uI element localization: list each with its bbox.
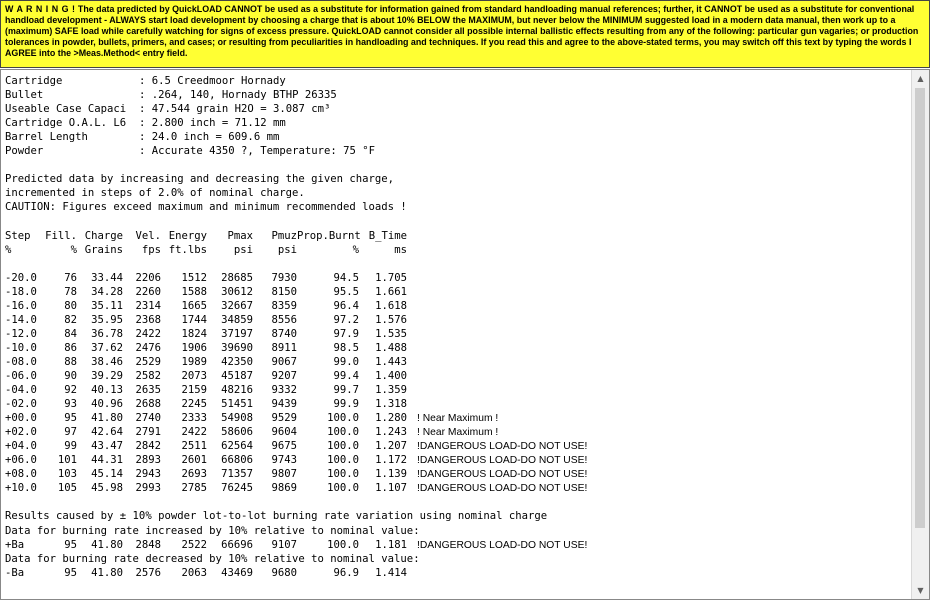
cell: 1588 xyxy=(181,285,207,298)
cell: 1.400 xyxy=(375,369,407,382)
cell: 95 xyxy=(64,566,77,579)
cell: 1512 xyxy=(181,271,207,284)
cell: 8359 xyxy=(271,299,297,312)
cell: -14.0 xyxy=(5,313,37,326)
note-line xyxy=(5,172,587,186)
table-row xyxy=(5,397,587,411)
cell: -12.0 xyxy=(5,327,37,340)
cell: 76245 xyxy=(221,482,253,495)
column-header: Prop.Burnt xyxy=(297,229,361,242)
cell: 2368 xyxy=(135,313,161,326)
column-header: Charge xyxy=(84,229,123,242)
blank xyxy=(5,158,587,172)
scroll-up-arrow-icon[interactable]: ▲ xyxy=(917,74,924,83)
cell: 2842 xyxy=(135,440,161,453)
cell: 43.47 xyxy=(91,440,123,453)
header-value: 47.544 grain H2O = 3.087 cm³ xyxy=(151,103,331,116)
cell: 99 xyxy=(64,440,77,453)
cell: 1.139 xyxy=(375,468,407,481)
warning-flag: ! Near Maximum ! xyxy=(417,413,499,425)
cell: 36.78 xyxy=(91,327,123,340)
cell: 9332 xyxy=(271,384,297,397)
variation-label xyxy=(5,524,587,538)
cell: 2893 xyxy=(135,454,161,467)
cell: 9869 xyxy=(271,482,297,495)
cell: 78 xyxy=(64,285,77,298)
cell: 9680 xyxy=(271,566,297,579)
header-colon: : xyxy=(139,145,152,158)
column-header: Fill. xyxy=(45,229,77,242)
cell: -16.0 xyxy=(5,299,37,312)
cell: 98.5 xyxy=(333,341,359,354)
results-text xyxy=(5,74,587,580)
header-line xyxy=(5,88,587,102)
warning-flag: !DANGEROUS LOAD-DO NOT USE! xyxy=(417,539,588,551)
cell: 2635 xyxy=(135,384,161,397)
cell: 99.0 xyxy=(333,355,359,368)
cell: 1.535 xyxy=(375,327,407,340)
cell: 28685 xyxy=(221,271,253,284)
cell: 100.0 xyxy=(327,538,359,551)
cell: 44.31 xyxy=(91,454,123,467)
note-text: incremented in steps of 2.0% of nominal charge. xyxy=(5,187,305,200)
cell: 9743 xyxy=(271,454,297,467)
cell: 1.443 xyxy=(375,355,407,368)
cell: 86 xyxy=(64,341,77,354)
cell: 2529 xyxy=(135,355,161,368)
cell: 39690 xyxy=(221,341,253,354)
cell: 2522 xyxy=(181,538,207,551)
note-line xyxy=(5,186,587,200)
cell: 9675 xyxy=(271,440,297,453)
note-line xyxy=(5,200,587,214)
cell: -18.0 xyxy=(5,285,37,298)
cell: 66696 xyxy=(221,538,253,551)
cell: 1744 xyxy=(181,313,207,326)
cell: 40.13 xyxy=(91,384,123,397)
cell: 103 xyxy=(57,468,77,481)
cell: 2943 xyxy=(135,468,161,481)
blank xyxy=(5,257,587,271)
cell: -02.0 xyxy=(5,398,37,411)
table-row xyxy=(5,538,587,552)
cell: 8911 xyxy=(271,341,297,354)
cell: 62564 xyxy=(221,440,253,453)
cell: 66806 xyxy=(221,454,253,467)
cell: 9439 xyxy=(271,398,297,411)
cell: 1.414 xyxy=(375,566,407,579)
cell: 9067 xyxy=(271,355,297,368)
cell: +08.0 xyxy=(5,468,37,481)
cell: 51451 xyxy=(221,398,253,411)
header-line xyxy=(5,102,587,116)
cell: 7930 xyxy=(271,271,297,284)
column-unit: % xyxy=(70,243,77,256)
header-label: Bullet xyxy=(5,89,44,102)
cell: 37197 xyxy=(221,327,253,340)
cell: 1.576 xyxy=(375,313,407,326)
cell: 1824 xyxy=(181,327,207,340)
cell: 2063 xyxy=(181,566,207,579)
header-label: Useable Case Capaci xyxy=(5,103,127,116)
warning-banner xyxy=(0,0,930,68)
cell: 2791 xyxy=(135,426,161,439)
cell: -10.0 xyxy=(5,341,37,354)
cell: 96.4 xyxy=(333,299,359,312)
table-row xyxy=(5,566,587,580)
cell: 2206 xyxy=(135,271,161,284)
column-unit: psi xyxy=(233,243,253,256)
table-row xyxy=(5,439,587,453)
warning-flag: !DANGEROUS LOAD-DO NOT USE! xyxy=(417,441,588,453)
table-row xyxy=(5,341,587,355)
column-unit: % xyxy=(5,243,12,256)
cell: 32667 xyxy=(221,299,253,312)
header-colon: : xyxy=(139,103,152,116)
cell: +04.0 xyxy=(5,440,37,453)
cell: 93 xyxy=(64,398,77,411)
scrollbar-thumb[interactable] xyxy=(915,88,925,528)
cell: 2693 xyxy=(181,468,207,481)
cell: 100.0 xyxy=(327,440,359,453)
table-row xyxy=(5,313,587,327)
cell: 45187 xyxy=(221,369,253,382)
vertical-scrollbar[interactable] xyxy=(911,70,929,599)
cell: 95 xyxy=(64,412,77,425)
cell: 100.0 xyxy=(327,468,359,481)
cell: 1.705 xyxy=(375,271,407,284)
cell: 71357 xyxy=(221,468,253,481)
cell: +00.0 xyxy=(5,412,37,425)
cell: 97.9 xyxy=(333,327,359,340)
cell: 99.4 xyxy=(333,369,359,382)
cell: 9207 xyxy=(271,369,297,382)
table-row xyxy=(5,383,587,397)
table-row xyxy=(5,271,587,285)
cell: +Ba xyxy=(5,538,25,551)
cell: 9107 xyxy=(271,538,297,551)
table-row xyxy=(5,285,587,299)
cell: 2848 xyxy=(135,538,161,551)
cell: 90 xyxy=(64,369,77,382)
header-line xyxy=(5,116,587,130)
cell: 2314 xyxy=(135,299,161,312)
column-header: Pmuz xyxy=(271,229,297,242)
header-line xyxy=(5,130,587,144)
column-header: Pmax xyxy=(227,229,253,242)
variation-increased-label: Data for burning rate increased by 10% relative to nominal value: xyxy=(5,524,420,537)
column-unit-row xyxy=(5,243,587,257)
table-row xyxy=(5,327,587,341)
column-header: Vel. xyxy=(135,229,161,242)
cell: 95.5 xyxy=(333,285,359,298)
cell: 100.0 xyxy=(327,412,359,425)
cell: 33.44 xyxy=(91,271,123,284)
table-row xyxy=(5,411,587,425)
cell: 8150 xyxy=(271,285,297,298)
table-row xyxy=(5,425,587,439)
column-header: B_Time xyxy=(368,229,407,242)
cell: 101 xyxy=(57,454,77,467)
header-label: Cartridge xyxy=(5,75,63,87)
header-colon: : xyxy=(139,89,152,102)
cell: +10.0 xyxy=(5,482,37,495)
column-unit: Grains xyxy=(84,243,123,256)
cell: 2582 xyxy=(135,369,161,382)
cell: -04.0 xyxy=(5,384,37,397)
cell: 45.14 xyxy=(91,468,123,481)
cell: 2688 xyxy=(135,398,161,411)
blank xyxy=(5,495,587,509)
header-value: 6.5 Creedmoor Hornady xyxy=(151,75,286,87)
cell: 1989 xyxy=(181,355,207,368)
cell: 37.62 xyxy=(91,341,123,354)
header-label: Powder xyxy=(5,145,44,158)
cell: 9807 xyxy=(271,468,297,481)
cell: 2260 xyxy=(135,285,161,298)
column-unit: ms xyxy=(394,243,407,256)
cell: 1.172 xyxy=(375,454,407,467)
cell: 38.46 xyxy=(91,355,123,368)
cell: 58606 xyxy=(221,426,253,439)
cell: 8556 xyxy=(271,313,297,326)
column-unit: % xyxy=(352,243,359,256)
cell: 88 xyxy=(64,355,77,368)
cell: 9604 xyxy=(271,426,297,439)
cell: 96.9 xyxy=(333,566,359,579)
cell: 2073 xyxy=(181,369,207,382)
cell: 97 xyxy=(64,426,77,439)
cell: 2576 xyxy=(135,566,161,579)
cell: 1.661 xyxy=(375,285,407,298)
table-row xyxy=(5,369,587,383)
header-line xyxy=(5,74,587,88)
cell: 40.96 xyxy=(91,398,123,411)
cell: 54908 xyxy=(221,412,253,425)
table-row xyxy=(5,355,587,369)
warning-prefix: W A R N I N G ! xyxy=(5,4,76,14)
column-header: Step xyxy=(5,229,31,242)
cell: 2333 xyxy=(181,412,207,425)
header-value: Accurate 4350 ?, Temperature: 75 °F xyxy=(151,145,375,158)
cell: -20.0 xyxy=(5,271,37,284)
cell: -08.0 xyxy=(5,355,37,368)
warning-flag: ! Near Maximum ! xyxy=(417,427,499,439)
cell: -06.0 xyxy=(5,369,37,382)
table-row xyxy=(5,299,587,313)
cell: 1906 xyxy=(181,341,207,354)
cell: 1.207 xyxy=(375,440,407,453)
column-header: Energy xyxy=(168,229,207,242)
cell: 2993 xyxy=(135,482,161,495)
cell: 2511 xyxy=(181,440,207,453)
column-unit: ft.lbs xyxy=(168,243,207,256)
header-colon: : xyxy=(139,131,152,144)
warning-flag: !DANGEROUS LOAD-DO NOT USE! xyxy=(417,483,588,495)
cell: 1.181 xyxy=(375,538,407,551)
cell: 84 xyxy=(64,327,77,340)
header-value: .264, 140, Hornady BTHP 26335 xyxy=(151,89,337,102)
cell: 45.98 xyxy=(91,482,123,495)
cell: 1.618 xyxy=(375,299,407,312)
cell: 99.7 xyxy=(333,384,359,397)
header-colon: : xyxy=(139,117,152,130)
note-text: Predicted data by increasing and decreasing the given charge, xyxy=(5,173,395,186)
cell: 35.95 xyxy=(91,313,123,326)
cell: 2601 xyxy=(181,454,207,467)
cell: 100.0 xyxy=(327,454,359,467)
cell: 48216 xyxy=(221,384,253,397)
column-header-row xyxy=(5,229,587,243)
cell: 8740 xyxy=(271,327,297,340)
cell: 2245 xyxy=(181,398,207,411)
cell: 100.0 xyxy=(327,426,359,439)
header-label: Barrel Length xyxy=(5,131,88,144)
header-line xyxy=(5,144,587,158)
cell: 2740 xyxy=(135,412,161,425)
cell: 41.80 xyxy=(91,412,123,425)
cell: 2422 xyxy=(181,426,207,439)
table-row xyxy=(5,467,587,481)
cell: +02.0 xyxy=(5,426,37,439)
cell: -Ba xyxy=(5,566,25,579)
cell: 2422 xyxy=(135,327,161,340)
cell: 95 xyxy=(64,538,77,551)
cell: 94.5 xyxy=(333,271,359,284)
cell: 2785 xyxy=(181,482,207,495)
variation-label xyxy=(5,552,587,566)
cell: 9529 xyxy=(271,412,297,425)
cell: 97.2 xyxy=(333,313,359,326)
table-row xyxy=(5,453,587,467)
cell: 82 xyxy=(64,313,77,326)
warning-text: The data predicted by QuickLOAD CANNOT be used as a substitute for information gained from standard handloading manual references; further, it CANNOT be used as a substitute for conventional handload development - ALWAYS start load development by choosing a charge that is about 10% BELOW the MAXIMUM, but never below the MINIMUM suggested load in a modern data manual, then work up to a (maximum) SAFE load while carefully watching for signs of excess pressure. QuickLOAD cannot consider all possible internal ballistic effects resulting from any of the following: particular gun vagaries; or production tolerances in powder, bullets, primers, and cases; or resulting from peculiarities in handloading and techniques. If you read this and agree to the above-stated terms, you may switch off this text by typing the words I AGREE into the >Meas.Method< entry field. xyxy=(5,4,919,59)
warning-flag: !DANGEROUS LOAD-DO NOT USE! xyxy=(417,455,588,467)
cell: 41.80 xyxy=(91,538,123,551)
column-unit: psi xyxy=(277,243,297,256)
cell: 100.0 xyxy=(327,482,359,495)
table-row xyxy=(5,481,587,495)
variation-title: Results caused by ± 10% powder lot-to-lot burning rate variation using nominal charge xyxy=(5,510,548,523)
variation-decreased-label: Data for burning rate decreased by 10% relative to nominal value: xyxy=(5,552,420,565)
cell: 34.28 xyxy=(91,285,123,298)
column-unit: fps xyxy=(141,243,161,256)
cell: 105 xyxy=(57,482,77,495)
cell: 92 xyxy=(64,384,77,397)
cell: 41.80 xyxy=(91,566,123,579)
cell: 1.318 xyxy=(375,398,407,411)
cell: 1665 xyxy=(181,299,207,312)
results-pane[interactable] xyxy=(0,69,930,600)
header-colon: : xyxy=(139,75,152,87)
header-value: 24.0 inch = 609.6 mm xyxy=(151,131,280,144)
cell: 42.64 xyxy=(91,426,123,439)
variation-title xyxy=(5,509,587,523)
cell: 76 xyxy=(64,271,77,284)
scroll-down-arrow-icon[interactable]: ▼ xyxy=(917,586,924,595)
header-value: 2.800 inch = 71.12 mm xyxy=(151,117,286,130)
cell: 2159 xyxy=(181,384,207,397)
cell: 1.488 xyxy=(375,341,407,354)
header-label: Cartridge O.A.L. L6 xyxy=(5,117,127,130)
cell: 39.29 xyxy=(91,369,123,382)
cell: 1.359 xyxy=(375,384,407,397)
cell: 1.280 xyxy=(375,412,407,425)
cell: 1.107 xyxy=(375,482,407,495)
note-text: CAUTION: Figures exceed maximum and minimum recommended loads ! xyxy=(5,201,407,214)
cell: 43469 xyxy=(221,566,253,579)
cell: 34859 xyxy=(221,313,253,326)
cell: 30612 xyxy=(221,285,253,298)
cell: 2476 xyxy=(135,341,161,354)
cell: 42350 xyxy=(221,355,253,368)
cell: 99.9 xyxy=(333,398,359,411)
warning-flag: !DANGEROUS LOAD-DO NOT USE! xyxy=(417,469,588,481)
cell: 35.11 xyxy=(91,299,123,312)
cell: 80 xyxy=(64,299,77,312)
blank xyxy=(5,214,587,228)
cell: 1.243 xyxy=(375,426,407,439)
cell: +06.0 xyxy=(5,454,37,467)
